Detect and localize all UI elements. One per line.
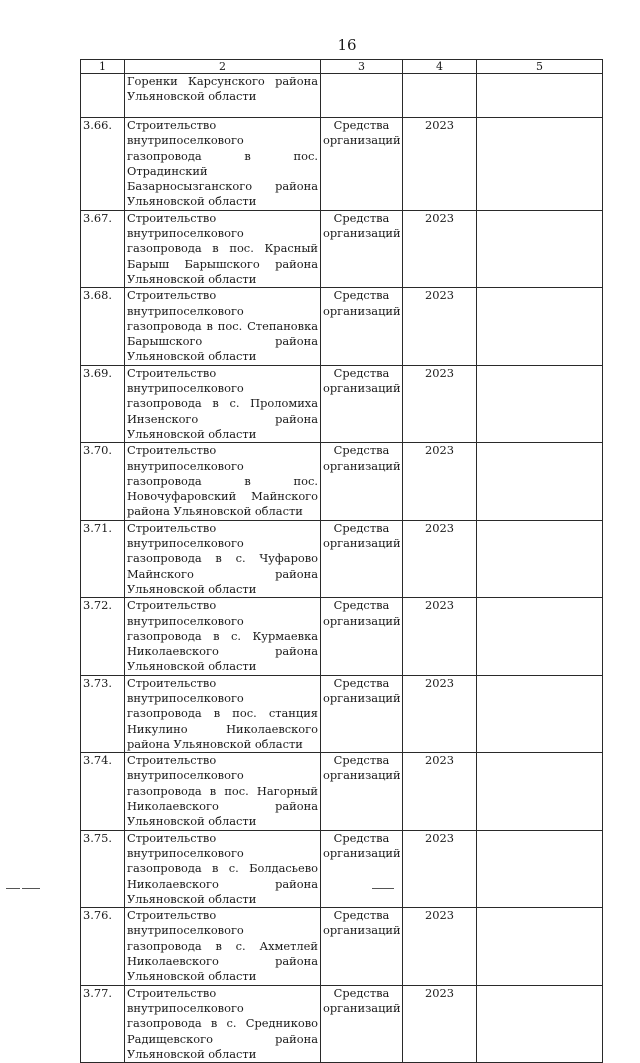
column-header-2: 2 bbox=[125, 60, 321, 74]
table-row bbox=[81, 830, 603, 907]
column-header-1: 1 bbox=[81, 60, 125, 74]
row-number: 3.68. bbox=[81, 288, 125, 365]
row-year: 2023 bbox=[403, 598, 477, 675]
table-row bbox=[81, 753, 603, 830]
row-name: Строительство внутрипоселкового газопровода в с. Чуфарово Майнского района Ульяновской области bbox=[125, 520, 321, 597]
row-note bbox=[477, 210, 603, 287]
row-year: 2023 bbox=[403, 753, 477, 830]
row-source: Средства организаций bbox=[321, 753, 403, 830]
page-number: 16 bbox=[337, 36, 357, 54]
row-year: 2023 bbox=[403, 443, 477, 520]
row-source: Средства организаций bbox=[321, 210, 403, 287]
scan-mark bbox=[22, 888, 40, 889]
row-source: Средства организаций bbox=[321, 675, 403, 752]
row-number: 3.70. bbox=[81, 443, 125, 520]
row-name: Строительство внутрипоселкового газопровода в с. Курмаевка Николаевского района Ульяновской области bbox=[125, 598, 321, 675]
row-note bbox=[477, 74, 603, 118]
plan-table bbox=[80, 59, 603, 1063]
row-year: 2023 bbox=[403, 675, 477, 752]
row-name: Строительство внутрипоселкового газопровода в с. Болдасьево Николаевского района Ульяновской области bbox=[125, 830, 321, 907]
row-source: Средства организаций bbox=[321, 520, 403, 597]
column-header-5: 5 bbox=[477, 60, 603, 74]
row-source: Средства организаций bbox=[321, 985, 403, 1062]
row-year bbox=[403, 74, 477, 118]
row-name: Строительство внутрипоселкового газопровода в пос. станция Никулино Николаевского района Ульяновской области bbox=[125, 675, 321, 752]
row-source: Средства организаций bbox=[321, 908, 403, 985]
row-number: 3.72. bbox=[81, 598, 125, 675]
row-note bbox=[477, 520, 603, 597]
row-year: 2023 bbox=[403, 365, 477, 442]
scan-mark bbox=[6, 888, 20, 889]
table-row-continuation bbox=[81, 74, 603, 118]
table-row bbox=[81, 908, 603, 985]
row-number: 3.75. bbox=[81, 830, 125, 907]
row-source: Средства организаций bbox=[321, 443, 403, 520]
row-name: Строительство внутрипоселкового газопровода в пос. Красный Барыш Барышского района Ульяновской области bbox=[125, 210, 321, 287]
row-note bbox=[477, 908, 603, 985]
table-row bbox=[81, 210, 603, 287]
row-note bbox=[477, 365, 603, 442]
row-year: 2023 bbox=[403, 830, 477, 907]
row-year: 2023 bbox=[403, 520, 477, 597]
row-year: 2023 bbox=[403, 908, 477, 985]
row-number: 3.67. bbox=[81, 210, 125, 287]
table-row bbox=[81, 365, 603, 442]
row-source: Средства организаций bbox=[321, 598, 403, 675]
row-name: Строительство внутрипоселкового газопровода в пос. Нагорный Николаевского района Ульяновской области bbox=[125, 753, 321, 830]
table-row bbox=[81, 985, 603, 1062]
row-note bbox=[477, 985, 603, 1062]
row-source bbox=[321, 74, 403, 118]
row-name: Строительство внутрипоселкового газопровода в с. Средниково Радищевского района Ульяновской области bbox=[125, 985, 321, 1062]
column-header-3: 3 bbox=[321, 60, 403, 74]
row-number: 3.66. bbox=[81, 118, 125, 211]
row-number bbox=[81, 74, 125, 118]
row-number: 3.73. bbox=[81, 675, 125, 752]
row-note bbox=[477, 830, 603, 907]
row-name: Строительство внутрипоселкового газопровода в с. Ахметлей Николаевского района Ульяновской области bbox=[125, 908, 321, 985]
row-note bbox=[477, 118, 603, 211]
table-row bbox=[81, 443, 603, 520]
table-row bbox=[81, 288, 603, 365]
row-source: Средства организаций bbox=[321, 830, 403, 907]
row-note bbox=[477, 753, 603, 830]
scan-mark bbox=[372, 888, 394, 889]
row-number: 3.76. bbox=[81, 908, 125, 985]
row-year: 2023 bbox=[403, 985, 477, 1062]
column-header-4: 4 bbox=[403, 60, 477, 74]
row-source: Средства организаций bbox=[321, 365, 403, 442]
row-name: Горенки Карсунского района Ульяновской области bbox=[125, 74, 321, 118]
row-note bbox=[477, 675, 603, 752]
row-year: 2023 bbox=[403, 118, 477, 211]
table-row bbox=[81, 520, 603, 597]
row-note bbox=[477, 598, 603, 675]
row-number: 3.77. bbox=[81, 985, 125, 1062]
row-name: Строительство внутрипоселкового газопровода в пос. Новочуфаровский Майнского района Ульяновской области bbox=[125, 443, 321, 520]
table-row bbox=[81, 598, 603, 675]
row-note bbox=[477, 288, 603, 365]
row-year: 2023 bbox=[403, 210, 477, 287]
row-number: 3.69. bbox=[81, 365, 125, 442]
row-note bbox=[477, 443, 603, 520]
row-name: Строительство внутрипоселкового газопровода в пос. Степановка Барышского района Ульяновской области bbox=[125, 288, 321, 365]
row-source: Средства организаций bbox=[321, 288, 403, 365]
row-year: 2023 bbox=[403, 288, 477, 365]
row-name: Строительство внутрипоселкового газопровода в пос. Отрадинский Базарносызганского района Ульяновской области bbox=[125, 118, 321, 211]
table-row bbox=[81, 675, 603, 752]
table-row bbox=[81, 118, 603, 211]
row-source: Средства организаций bbox=[321, 118, 403, 211]
header-row bbox=[81, 60, 603, 74]
row-name: Строительство внутрипоселкового газопровода в с. Проломиха Инзенского района Ульяновской области bbox=[125, 365, 321, 442]
row-number: 3.74. bbox=[81, 753, 125, 830]
row-number: 3.71. bbox=[81, 520, 125, 597]
